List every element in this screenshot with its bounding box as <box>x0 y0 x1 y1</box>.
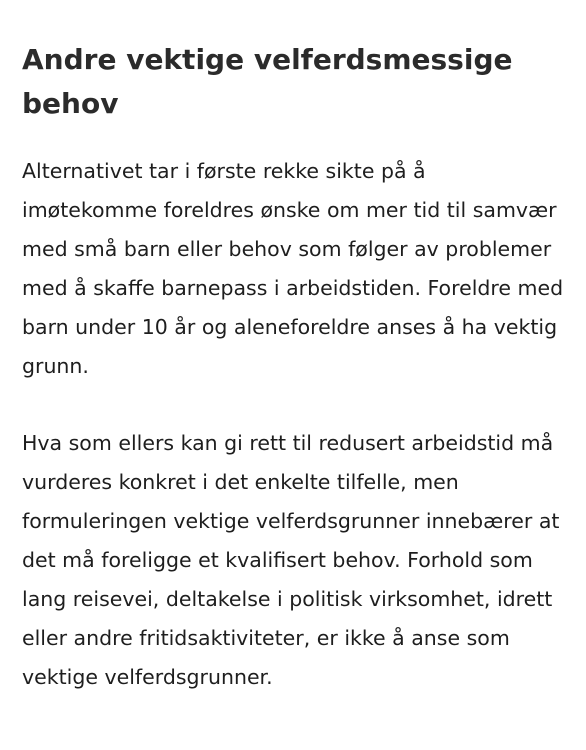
section-heading: Andre vektige velferdsmessige behov <box>22 43 513 120</box>
paragraph-2: Hva som ellers kan gi rett til redusert arbeidstid må vurderes konkret i det enkelte tilfelle, men formuleringen vektige velferdsgrunner innebærer at det må foreligge et kvalifisert behov. Forhold som lang reisevei, deltakelse i politisk virksomhet, idrett eller andre fritidsaktiviteter, er ikke å anse som vektige velferdsgrunner. <box>22 431 560 689</box>
paragraph-1: Alternativet tar i første rekke sikte på å imøtekomme foreldres ønske om mer tid til samvær med små barn eller behov som følger av problemer med å skaffe barnepass i arbeidstiden. Foreldre med barn under 10 år og aleneforeldre anses å ha vektig grunn. <box>22 159 564 378</box>
